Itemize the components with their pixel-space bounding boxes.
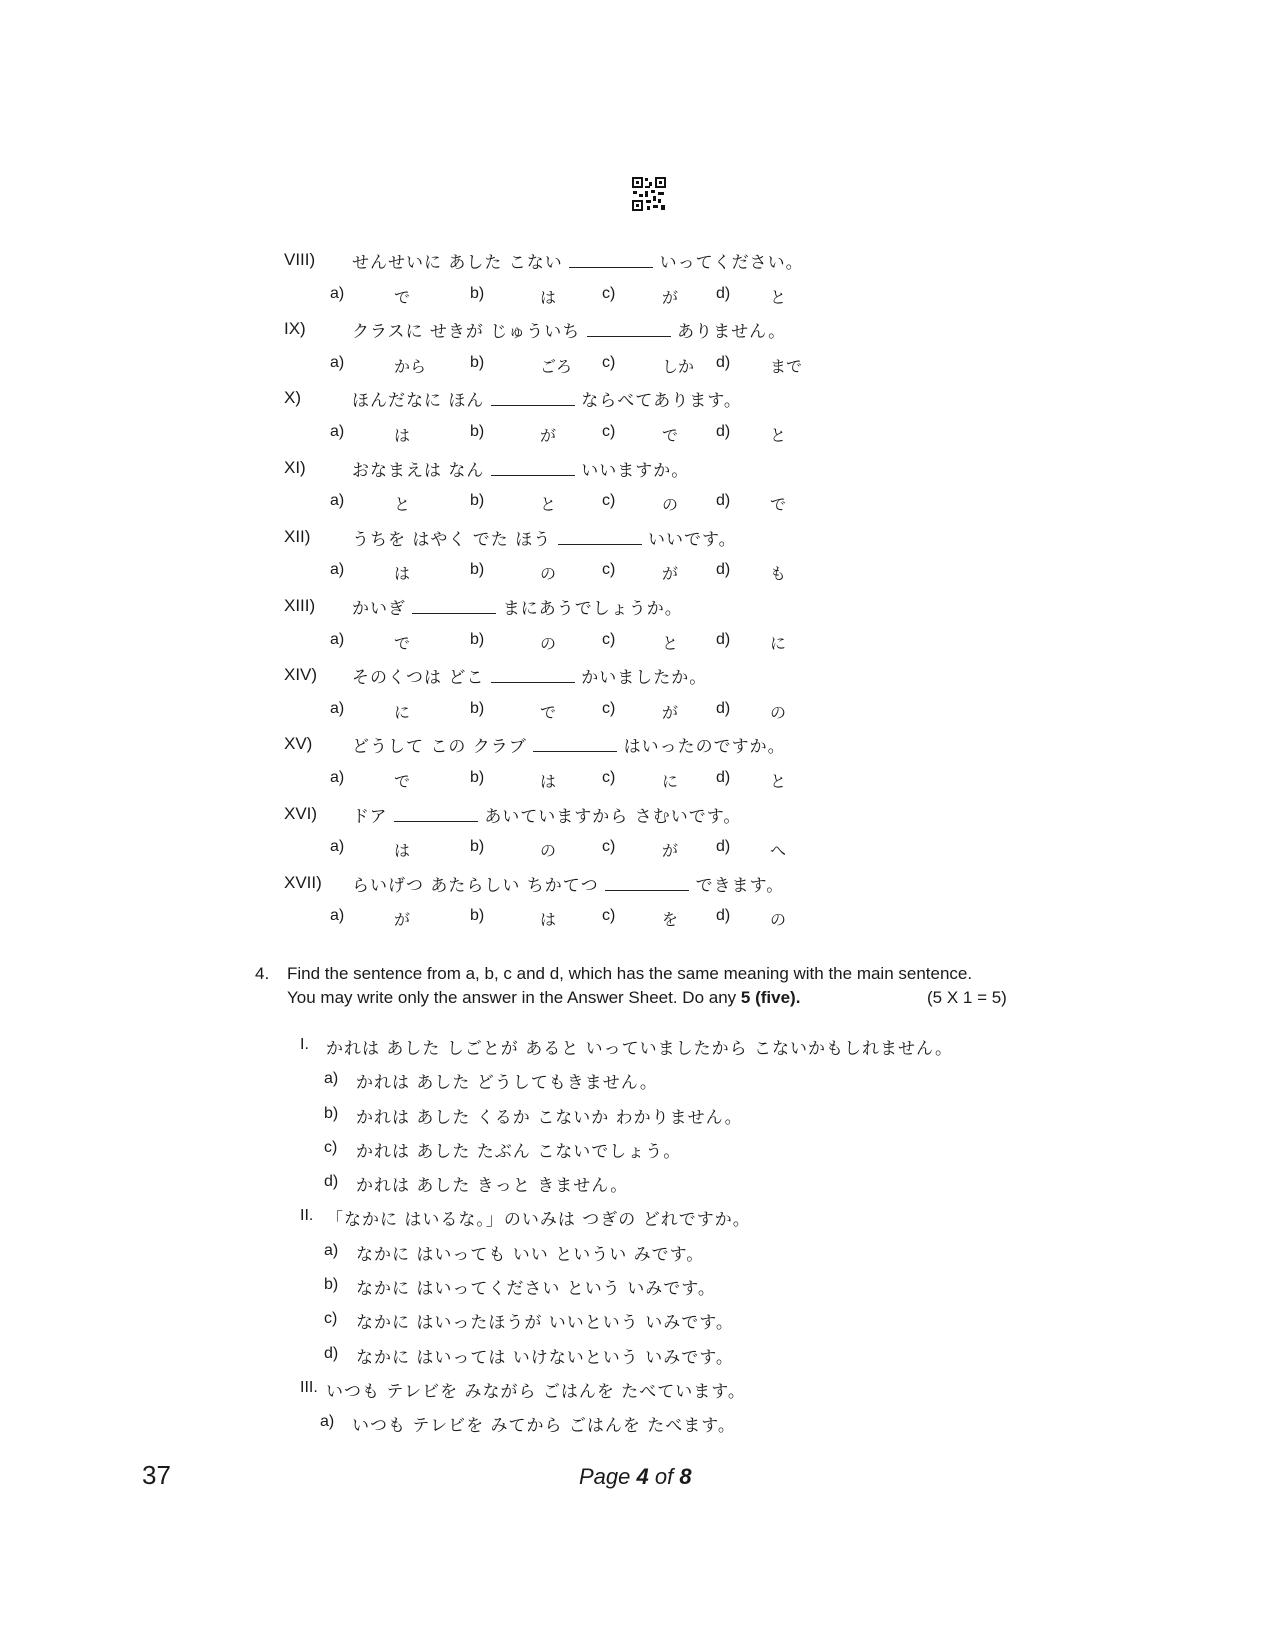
instruction-line-2: You may write only the answer in the Answer Sheet. Do any 5 (five).: [287, 988, 801, 1007]
question-text: せんせいに あした こない いってください。: [352, 248, 804, 273]
question-row: [284, 798, 1044, 833]
option-label: d): [716, 699, 731, 717]
choice-row: [300, 1238, 1060, 1272]
options-row: [284, 555, 1044, 590]
option-text: と: [770, 287, 787, 307]
sub-question-row: [300, 1375, 1060, 1409]
sub-question-number: I.: [300, 1036, 309, 1053]
option-text: へ: [770, 841, 787, 861]
choice-label: a): [324, 1241, 339, 1259]
options-row: [284, 901, 1044, 936]
question-row: [284, 659, 1044, 694]
option-text: に: [770, 633, 787, 653]
question-row: [284, 452, 1044, 487]
option-text: が: [394, 910, 411, 930]
option-label: b): [470, 630, 485, 648]
choice-text: なかに はいってください という いみです。: [356, 1279, 716, 1300]
option-label: d): [716, 907, 731, 925]
question-text: おなまえは なん いいますか。: [352, 456, 689, 481]
option-text: の: [540, 564, 557, 584]
choice-row: [300, 1066, 1060, 1100]
options-row: [284, 348, 1044, 383]
option-text: で: [394, 287, 411, 307]
option-text: と: [540, 495, 557, 515]
question-text: ほんだなに ほん ならべてあります。: [352, 386, 742, 411]
option-label: c): [602, 699, 616, 717]
choice-label: d): [324, 1344, 339, 1362]
question-row: [284, 590, 1044, 625]
choice-row: [300, 1272, 1060, 1306]
option-label: a): [330, 561, 345, 579]
question-row: [284, 867, 1044, 902]
option-text: ごろ: [540, 356, 573, 376]
option-label: b): [470, 492, 485, 510]
option-text: に: [662, 771, 679, 791]
sub-question-text: 「なかに はいるな。」のいみは つぎの どれですか。: [326, 1210, 751, 1231]
option-label: b): [470, 699, 485, 717]
question-number: XVII): [284, 872, 322, 892]
option-text: は: [540, 910, 557, 930]
option-label: a): [330, 768, 345, 786]
option-label: c): [602, 838, 616, 856]
option-label: d): [716, 768, 731, 786]
option-text: で: [394, 633, 411, 653]
question-number: XII): [284, 526, 311, 546]
option-label: b): [470, 353, 485, 371]
choice-label: a): [320, 1413, 335, 1431]
option-label: d): [716, 838, 731, 856]
option-text: が: [662, 287, 679, 307]
answer-blank: [533, 733, 617, 752]
question-row: [284, 521, 1044, 556]
options-row: [284, 486, 1044, 521]
choice-label: b): [324, 1104, 339, 1122]
option-text: も: [770, 564, 787, 584]
option-label: b): [470, 838, 485, 856]
answer-blank: [491, 664, 575, 683]
option-label: d): [716, 630, 731, 648]
option-label: b): [470, 907, 485, 925]
choice-text: いつも テレビを みてから ごはんを たべます。: [352, 1416, 736, 1437]
option-text: まで: [770, 356, 803, 376]
options-row: [284, 694, 1044, 729]
answer-blank: [605, 872, 689, 891]
option-label: c): [602, 284, 616, 302]
choice-row: [300, 1135, 1060, 1169]
choice-label: c): [324, 1138, 338, 1156]
option-label: c): [602, 422, 616, 440]
option-label: c): [602, 492, 616, 510]
option-text: と: [770, 771, 787, 791]
option-label: d): [716, 284, 731, 302]
question-row: [284, 382, 1044, 417]
option-text: と: [770, 425, 787, 445]
option-text: の: [770, 702, 787, 722]
option-text: と: [394, 495, 411, 515]
choice-text: なかに はいっては いけないという いみです。: [356, 1347, 734, 1368]
options-row: [284, 832, 1044, 867]
question-number: X): [284, 388, 301, 408]
option-text: の: [540, 633, 557, 653]
question-number: VIII): [284, 250, 316, 269]
question-text: クラスに せきが じゅういち ありません。: [352, 317, 786, 342]
choice-row: [300, 1341, 1060, 1375]
choice-row: [300, 1306, 1060, 1340]
answer-blank: [558, 526, 642, 545]
paper-code: 37: [142, 1460, 171, 1490]
option-label: c): [602, 907, 616, 925]
sub-question-row: [300, 1203, 1060, 1237]
choice-label: c): [324, 1310, 338, 1328]
choice-text: なかに はいったほうが いいという いみです。: [356, 1313, 734, 1334]
option-label: d): [716, 353, 731, 371]
option-text: は: [540, 287, 557, 307]
question-number: XIV): [284, 665, 318, 685]
option-text: の: [662, 495, 679, 515]
choice-row: [300, 1409, 1060, 1443]
option-text: に: [394, 702, 411, 722]
option-label: b): [470, 768, 485, 786]
choice-text: かれは あした くるか こないか わかりません。: [356, 1107, 743, 1128]
question-number: XI): [284, 457, 306, 477]
option-text: が: [540, 425, 557, 445]
option-label: b): [470, 561, 485, 579]
option-label: a): [330, 699, 345, 717]
answer-blank: [491, 387, 575, 406]
option-text: で: [540, 702, 557, 722]
question-text: うちを はやく でた ほう いいです。: [352, 525, 737, 550]
question-text: ドア あいていますから さむいです。: [352, 802, 741, 827]
choice-text: なかに はいっても いい というい みです。: [356, 1244, 705, 1265]
option-label: a): [330, 838, 345, 856]
answer-blank: [394, 803, 478, 822]
page-number: Page 4 of 8: [579, 1464, 692, 1489]
sub-questions: [300, 1032, 1060, 1444]
option-text: で: [662, 425, 679, 445]
question-text: どうして この クラブ はいったのですか。: [352, 732, 786, 757]
option-label: a): [330, 284, 345, 302]
question-text: かいぎ まにあうでしょうか。: [352, 594, 683, 619]
choice-label: a): [324, 1070, 339, 1088]
choice-row: [300, 1101, 1060, 1135]
options-row: [284, 625, 1044, 660]
question-text: らいげつ あたらしい ちかてつ できます。: [352, 871, 784, 896]
question-row: [284, 313, 1044, 348]
choice-text: かれは あした どうしてもきません。: [356, 1073, 658, 1094]
answer-blank: [412, 595, 496, 614]
option-text: から: [394, 356, 427, 376]
option-label: c): [602, 630, 616, 648]
option-text: は: [394, 841, 411, 861]
question-number: 4.: [255, 964, 270, 983]
sub-question-number: II.: [300, 1207, 314, 1225]
option-label: c): [602, 353, 616, 371]
choice-row: [300, 1169, 1060, 1203]
qr-code-icon: [631, 176, 667, 212]
option-label: b): [470, 422, 485, 440]
option-text: が: [662, 841, 679, 861]
option-label: a): [330, 422, 345, 440]
choice-text: かれは あした きっと きません。: [356, 1176, 629, 1197]
option-label: d): [716, 561, 731, 579]
answer-blank: [587, 318, 671, 337]
choice-label: d): [324, 1173, 339, 1191]
option-text: は: [394, 425, 411, 445]
option-text: は: [540, 771, 557, 791]
option-text: の: [770, 910, 787, 930]
multiple-choice-questions: [284, 244, 1044, 936]
answer-blank: [491, 457, 575, 476]
answer-blank: [569, 249, 653, 268]
option-label: a): [330, 492, 345, 510]
option-text: が: [662, 564, 679, 584]
option-label: c): [602, 561, 616, 579]
sub-question-row: [300, 1032, 1060, 1066]
choice-label: b): [324, 1276, 339, 1294]
question-text: そのくつは どこ かいましたか。: [352, 663, 707, 688]
sub-question-text: かれは あした しごとが あると いっていましたから こないかもしれません。: [326, 1039, 954, 1059]
option-text: と: [662, 633, 679, 653]
instruction-line-1: Find the sentence from a, b, c and d, which has the same meaning with the main sentence.: [287, 964, 973, 983]
option-text: しか: [662, 356, 695, 376]
option-label: a): [330, 630, 345, 648]
question-number: IX): [284, 319, 306, 339]
sub-question-text: いつも テレビを みながら ごはんを たべています。: [326, 1381, 746, 1402]
option-label: d): [716, 492, 731, 510]
marks-allocation: (5 X 1 = 5): [927, 988, 1007, 1007]
option-label: d): [716, 422, 731, 440]
question-number: XIII): [284, 595, 316, 615]
question-row: [284, 728, 1044, 763]
sub-question-number: III.: [300, 1378, 318, 1396]
option-text: を: [662, 910, 679, 930]
choice-text: かれは あした たぶん こないでしょう。: [356, 1141, 682, 1162]
option-text: で: [770, 495, 787, 515]
options-row: [284, 417, 1044, 452]
option-text: で: [394, 771, 411, 791]
question-row: [284, 244, 1044, 279]
question-number: XV): [284, 734, 313, 754]
option-label: a): [330, 907, 345, 925]
option-text: の: [540, 841, 557, 861]
options-row: [284, 763, 1044, 798]
option-text: は: [394, 564, 411, 584]
question-number: XVI): [284, 803, 318, 823]
option-label: c): [602, 768, 616, 786]
option-label: a): [330, 353, 345, 371]
option-label: b): [470, 284, 485, 302]
options-row: [284, 279, 1044, 314]
option-text: が: [662, 702, 679, 722]
